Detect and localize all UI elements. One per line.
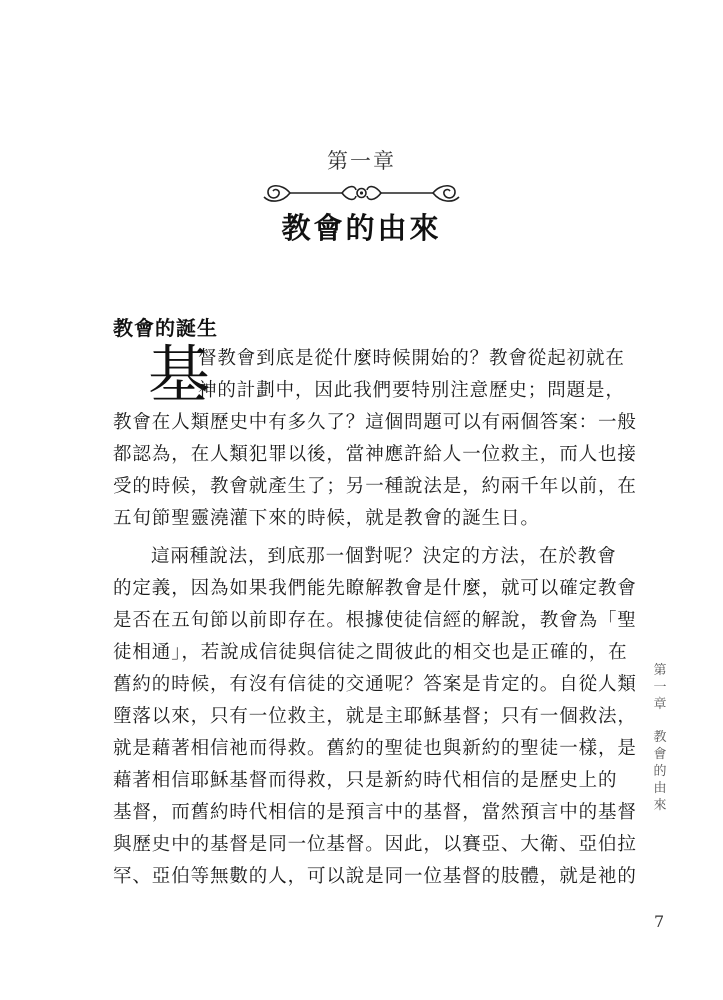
body-line: 都認為，在人類犯罪以後，當神應許給人一位救主，而人也接 <box>113 444 637 465</box>
drop-cap: 基 <box>148 338 211 411</box>
body-line: 的定義，因為如果我們能先瞭解教會是什麼，就可以確定教會 <box>113 578 637 599</box>
body-line: 五旬節聖靈澆灌下來的時候，就是教會的誕生日。 <box>113 508 540 529</box>
body-line: 督教會到底是從什麼時候開始的？教會從起初就在 <box>198 348 625 369</box>
ornament-divider-icon <box>260 178 463 208</box>
running-header-chapter: 第一章 <box>653 663 667 712</box>
body-line: 藉著相信耶穌基督而得救，只是新約時代相信的是歷史上的 <box>113 770 618 791</box>
body-line: 這兩種說法，到底那一個對呢？決定的方法，在於教會 <box>151 546 617 567</box>
body-line: 墮落以來，只有一位救主，就是主耶穌基督；只有一個救法， <box>113 706 637 727</box>
chapter-title: 教會的由來 <box>281 211 442 245</box>
page-number: 7 <box>654 912 665 931</box>
body-line: 舊約的時候，有沒有信徒的交通呢？答案是肯定的。自從人類 <box>113 674 637 695</box>
body-line: 就是藉著相信祂而得救。舊約的聖徒也與新約的聖徒一樣，是 <box>113 738 637 759</box>
body-line: 受的時候，教會就產生了；另一種說法是，約兩千年以前，在 <box>113 476 637 497</box>
body-line: 徒相通」，若說成信徒與信徒之間彼此的相交也是正確的，在 <box>113 642 628 663</box>
section-heading: 教會的誕生 <box>113 316 218 340</box>
body-line: 罕、亞伯等無數的人，可以說是同一位基督的肢體，就是祂的 <box>113 866 637 887</box>
chapter-label: 第一章 <box>327 149 396 173</box>
body-line: 是否在五旬節以前即存在。根據使徒信經的解說，教會為「聖 <box>113 610 637 631</box>
running-header-title: 教會的由來 <box>653 730 667 813</box>
running-header <box>650 662 670 814</box>
body-line: 與歷史中的基督是同一位基督。因此，以賽亞、大衛、亞伯拉 <box>113 834 637 855</box>
body-line: 基督，而舊約時代相信的是預言中的基督，當然預言中的基督 <box>113 802 637 823</box>
body-line: 教會在人類歷史中有多久了？這個問題可以有兩個答案：一般 <box>113 412 637 433</box>
body-line: 神的計劃中，因此我們要特別注意歷史；問題是， <box>198 380 625 401</box>
